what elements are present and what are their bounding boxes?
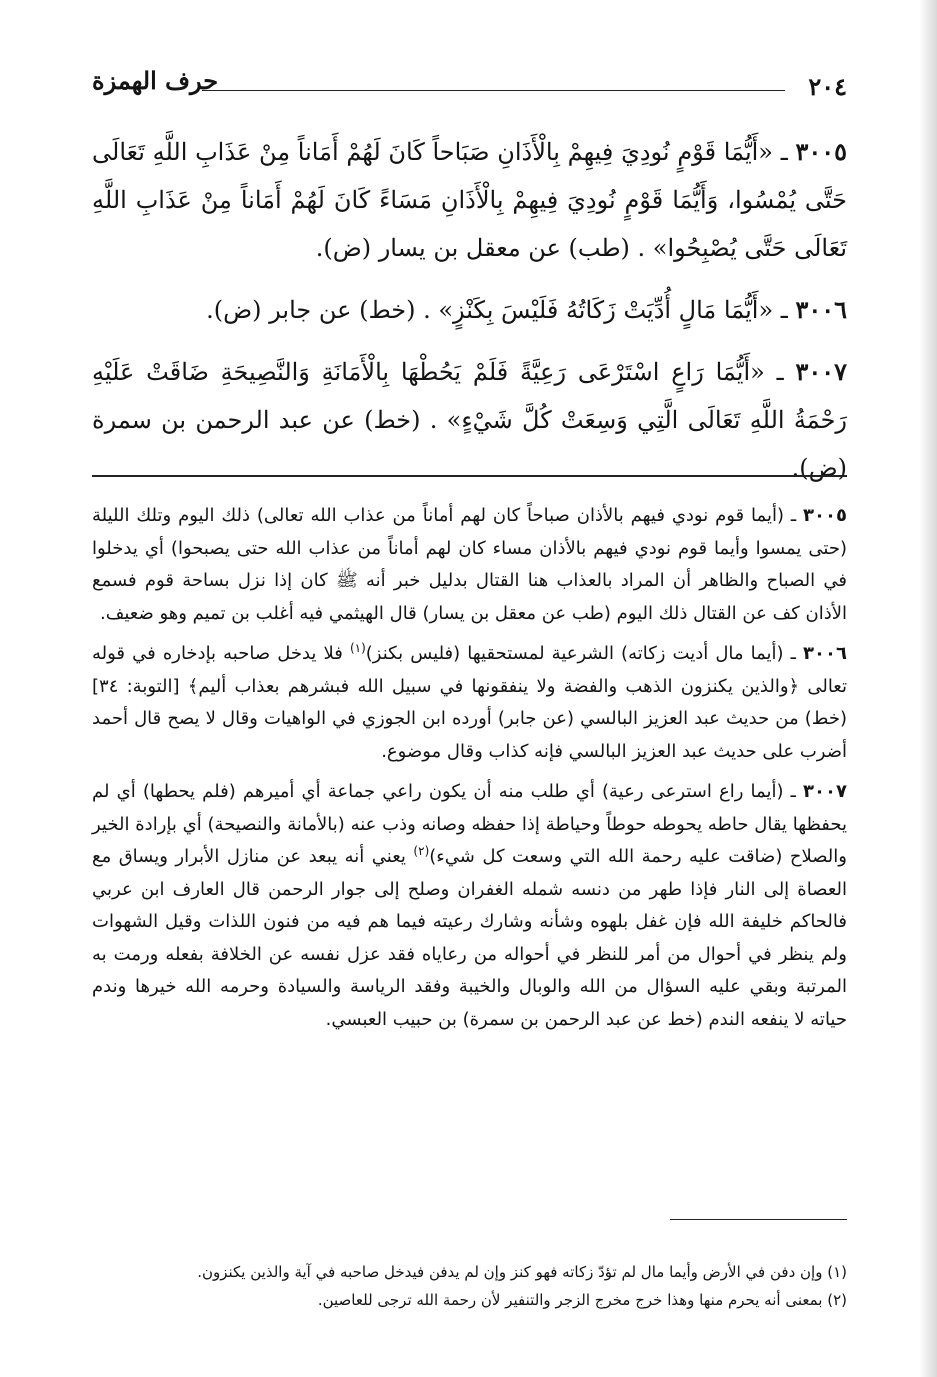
hadith-text: «أَيُّمَا رَاعٍ اسْتَرْعَى رَعِيَّةً فَلَمْ يَحُطْهَا بِالْأَمَانَةِ وَالنَّصِيحَةِ ضَاقَتْ عَلَيْهِ رَحْمَةُ اللَّهِ تَعَالَى الَّتِي وَسِعَتْ كُلَّ شَيْءٍ» . (خط) عن عبد الرحمن بن سمرة (ض). xyxy=(92,358,848,482)
commentary-text: (أيما قوم نودي فيهم بالأذان صباحاً كان لهم أماناً من عذاب الله تعالى) ذلك اليوم وتلك الليلة (حتى يمسوا وأيما قوم نودي فيهم بالأذان مساء كان لهم أماناً من عذاب الله حتى يصبحوا) أي يدخلوا في الصباح والظاهر أن المراد بالعذاب هنا القتال بدليل خبر أنه ﷺ كان إذا نزل بساحة قوم فسمع الأذان كف عن القتال ذلك اليوم (طب عن معقل بن يسار) قال الهيثمي فيه أغلب بن تميم وهو ضعيف. xyxy=(92,505,847,624)
hadith-3006: ٣٠٠٦ ـ «أَيُّمَا مَالٍ أُدِّيَتْ زَكَاتُهُ فَلَيْسَ بِكَنْزٍ» . (خط) عن جابر (ض). xyxy=(206,295,847,324)
hadith-text: «أَيُّمَا مَالٍ أُدِّيَتْ زَكَاتُهُ فَلَيْسَ بِكَنْزٍ» . (خط) عن جابر (ض). xyxy=(206,296,774,324)
page-header xyxy=(92,62,847,102)
footnote-1: (١) وإن دفن في الأرض وأيما مال لم تؤدّ زكاته فهو كنز وإن لم يدفن فيدخل صاحبه في آية والذين يكنزون. xyxy=(197,1263,847,1281)
hadith-3007: ٣٠٠٧ ـ «أَيُّمَا رَاعٍ اسْتَرْعَى رَعِيَّةً فَلَمْ يَحُطْهَا بِالْأَمَانَةِ وَالنَّصِيحَةِ ضَاقَتْ عَلَيْهِ رَحْمَةُ اللَّهِ تَعَالَى الَّتِي وَسِعَتْ كُلَّ شَيْءٍ» . (خط) عن عبد الرحمن بن سمرة (ض). xyxy=(92,357,848,482)
footnote-2: (٢) بمعنى أنه يحرم منها وهذا خرج مخرج الزجر والتنفير لأن رحمة الله ترجى للعاصين. xyxy=(317,1291,847,1309)
footnote-ref[interactable]: (١) xyxy=(349,641,366,655)
hadith-number: ٣٠٠٧ xyxy=(795,357,847,386)
commentary-number: ٣٠٠٥ xyxy=(803,505,847,526)
section-divider xyxy=(92,475,847,477)
commentary-text: (أيما مال أديت زكاته) الشرعية لمستحقيها (فليس بكنز) xyxy=(365,643,784,664)
page-number: ٢٠٤ xyxy=(808,72,847,101)
footnote-ref[interactable]: (٢) xyxy=(413,844,430,858)
commentary-text: يعني أنه يبعد عن منازل الأبرار ويساق مع العصاة إلى النار فإذا طهر من دنسه شمله الغفران وصلح إلى جوار الرحمن قال العارف ابن عربي فالحاكم خليفة الله فإن غفل بلهوه وشأنه وشارك رعيته فيما هم فيه من فنون اللذات وقيل الشهوات ولم ينظر في أحوال من أمر للنظر في أحواله من رعاياه فقد عزل نفسه عن الخلافة بفعله ورمت به المرتبة وبقي عليه السؤال من الله والوبال والخيبة وفقد الرياسة والسيادة وحرمه الله خيرها وندم حياته لا ينفعه الندم (خط عن عبد الرحمن بن سمرة) بن حبيب العبسي. xyxy=(92,846,847,1030)
hadith-text-block xyxy=(92,128,847,506)
commentary-3005: ٣٠٠٥ ـ (أيما قوم نودي فيهم بالأذان صباحاً كان لهم أماناً من عذاب الله تعالى) ذلك اليوم وتلك الليلة (حتى يمسوا وأيما قوم نودي فيهم بالأذان مساء كان لهم أماناً من عذاب الله حتى يصبحوا) أي يدخلوا في الصباح والظاهر أن المراد بالعذاب هنا القتال بدليل خبر أنه ﷺ كان إذا نزل بساحة قوم فسمع الأذان كف عن القتال ذلك اليوم (طب عن معقل بن يسار) قال الهيثمي فيه أغلب بن تميم وهو ضعيف. xyxy=(92,505,847,624)
commentary-number: ٣٠٠٦ xyxy=(803,643,847,664)
commentary-number: ٣٠٠٧ xyxy=(803,781,847,802)
footnotes xyxy=(92,1258,847,1314)
page-edge-shadow xyxy=(919,0,937,1377)
hadith-text: «أَيُّمَا قَوْمٍ نُودِيَ فِيهِمْ بِالْأَذَانِ صَبَاحاً كَانَ لَهُمْ أَمَاناً مِنْ عَذَابِ اللَّهِ تَعَالَى حَتَّى يُمْسُوا، وَأَيُّمَا قَوْمٍ نُودِيَ فِيهِمْ بِالْأَذَانِ مَسَاءً كَانَ لَهُمْ أَمَاناً مِنْ عَذَابِ اللَّهِ تَعَالَى حَتَّى يُصْبِحُوا» . (طب) عن معقل بن يسار (ض). xyxy=(92,138,847,262)
header-rule xyxy=(202,90,785,91)
hadith-3005: ٣٠٠٥ ـ «أَيُّمَا قَوْمٍ نُودِيَ فِيهِمْ بِالْأَذَانِ صَبَاحاً كَانَ لَهُمْ أَمَاناً مِنْ عَذَابِ اللَّهِ تَعَالَى حَتَّى يُمْسُوا، وَأَيُّمَا قَوْمٍ نُودِيَ فِيهِمْ بِالْأَذَانِ مَسَاءً كَانَ لَهُمْ أَمَاناً مِنْ عَذَابِ اللَّهِ تَعَالَى حَتَّى يُصْبِحُوا» . (طب) عن معقل بن يسار (ض). xyxy=(92,137,848,262)
hadith-number: ٣٠٠٦ xyxy=(795,295,847,324)
footnote-rule xyxy=(670,1219,847,1220)
commentary-text: (أيما راع استرعى رعية) أي طلب منه أن يكون راعي جماعة أي أميرهم (فلم يحطها) أي لم يحفظها يقال حاطه يحوطه حوطاً وحياطة إذا حفظه وصانه وذب عنه (بالأمانة والنصيحة) أي بإرادة الخير والصلاح (ضاقت عليه رحمة الله التي وسعت كل شيء) xyxy=(92,781,847,867)
commentary-3006: ٣٠٠٦ ـ (أيما مال أديت زكاته) الشرعية لمستحقيها (فليس بكنز)$^{(١)}$ فلا يدخل صاحبه بإدخاره في قوله تعالى ﴿والذين يكنزون الذهب والفضة ولا ينفقونها في سبيل الله فبشرهم بعذاب أليم﴾ [التوبة: ٣٤] (خط) من حديث عبد العزيز البالسي (عن جابر) أورده ابن الجوزي في الواهيات وقال لا يصح قال أحمد أضرب على حديث عبد العزيز البالسي فإنه كذاب وقال موضوع. xyxy=(92,641,847,762)
commentary-block xyxy=(92,500,847,1044)
commentary-text: فلا يدخل صاحبه بإدخاره في قوله تعالى ﴿والذين يكنزون الذهب والفضة ولا ينفقونها في سبيل الله فبشرهم بعذاب أليم﴾ [التوبة: ٣٤] (خط) من حديث عبد العزيز البالسي (عن جابر) أورده ابن الجوزي في الواهيات وقال لا يصح قال أحمد أضرب على حديث عبد العزيز البالسي فإنه كذاب وقال موضوع. xyxy=(92,643,847,762)
hadith-number: ٣٠٠٥ xyxy=(795,137,848,166)
chapter-title: حرف الهمزة xyxy=(92,66,219,95)
commentary-3007: ٣٠٠٧ ـ (أيما راع استرعى رعية) أي طلب منه أن يكون راعي جماعة أي أميرهم (فلم يحطها) أي لم يحفظها يقال حاطه يحوطه حوطاً وحياطة إذا حفظه وصانه وذب عنه (بالأمانة والنصيحة) أي بإرادة الخير والصلاح (ضاقت عليه رحمة الله التي وسعت كل شيء)$^{(٢)}$ يعني أنه يبعد عن منازل الأبرار ويساق مع العصاة إلى النار فإذا طهر من دنسه شمله الغفران وصلح إلى جوار الرحمن قال العارف ابن عربي فالحاكم خليفة الله فإن غفل بلهوه وشأنه وشارك رعيته فيما هم فيه من فنون اللذات وقيل الشهوات ولم ينظر في أحوال من أمر للنظر في أحواله من رعاياه فقد عزل نفسه عن الخلافة بفعله ورمت به المرتبة وبقي عليه السؤال من الله والوبال والخيبة وفقد الرياسة والسيادة وحرمه الله خيرها وندم حياته لا ينفعه الندم (خط عن عبد الرحمن بن سمرة) بن حبيب العبسي. xyxy=(92,781,847,1030)
